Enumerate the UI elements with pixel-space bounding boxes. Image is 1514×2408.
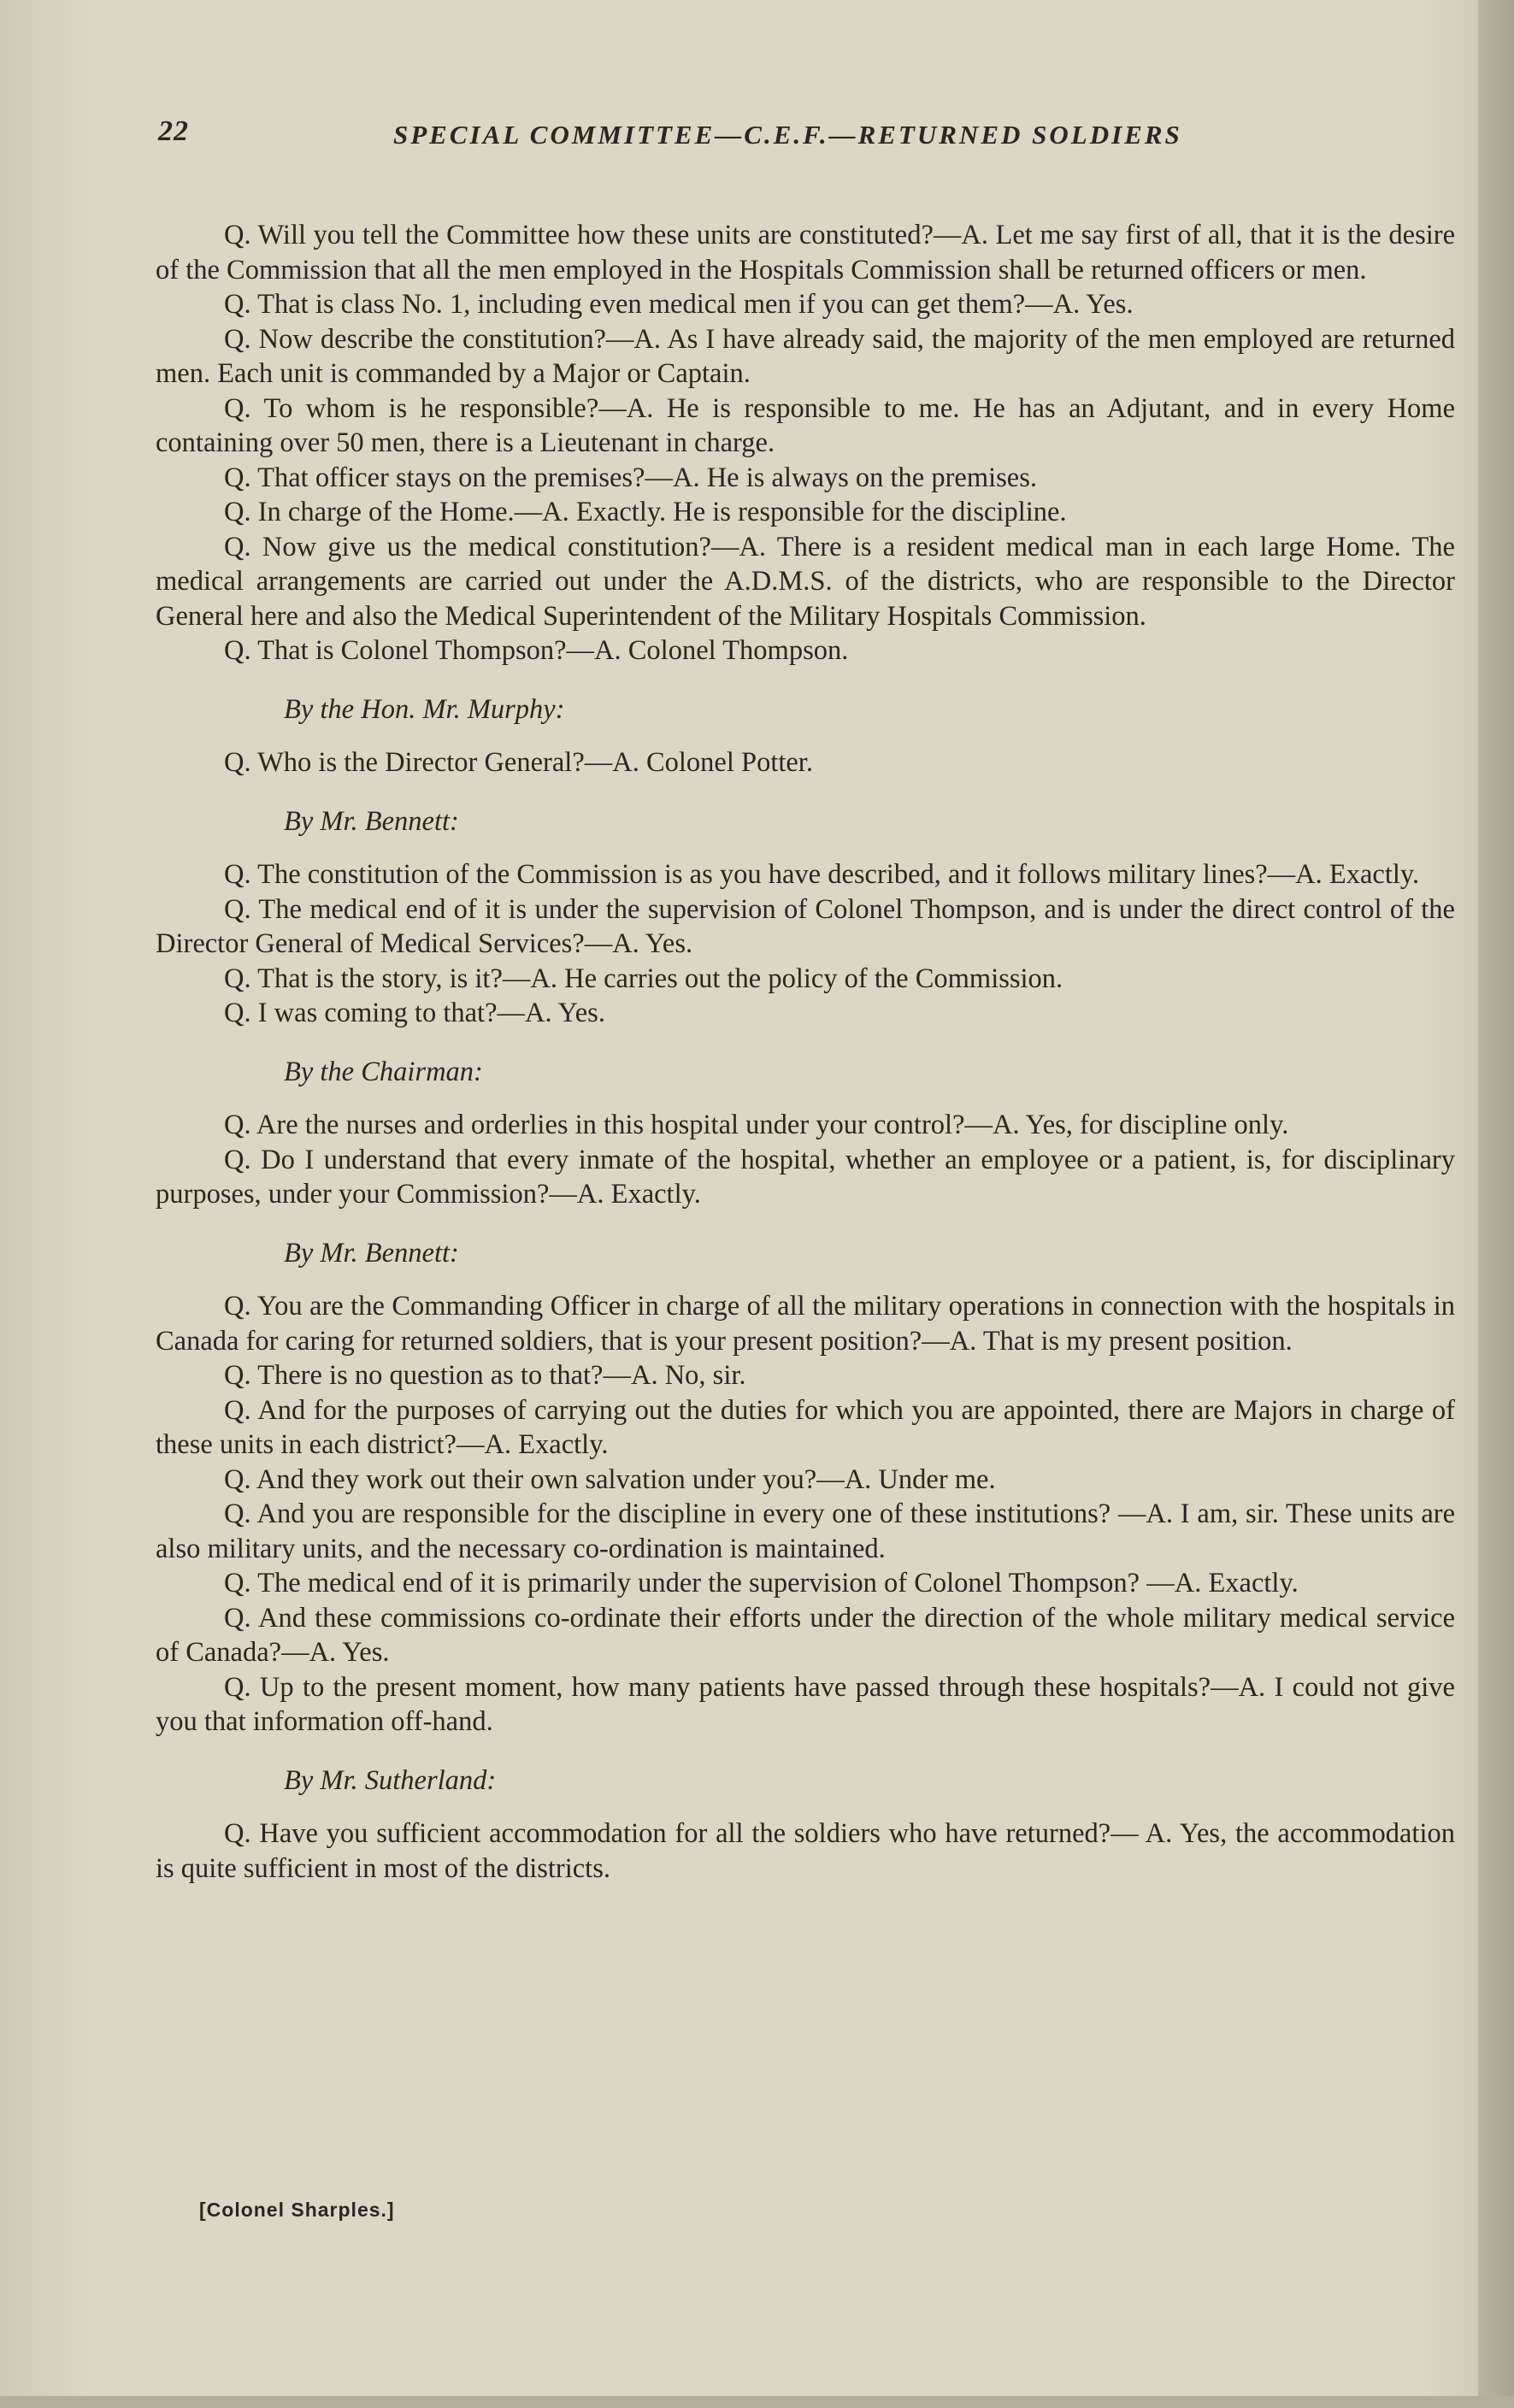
qa-paragraph: Q. Who is the Director General?—A. Colonel Potter. [224,747,813,778]
qa-paragraph: Q. In charge of the Home.—A. Exactly. He is responsible for the discipline. [224,497,1067,527]
qa-paragraph: Q. Up to the present moment, how many patients have passed through these hospitals?—A. I could not give you that information off-hand. [156,1671,1455,1737]
qa-paragraph: Q. The medical end of it is primarily under the supervision of Colonel Thompson? —A. Exactly. [224,1568,1299,1598]
speaker-heading: By Mr. Sutherland: [284,1764,497,1796]
footer-note: [Colonel Sharples.] [199,2199,395,2221]
qa-paragraph: Q. That is the story, is it?—A. He carries out the policy of the Commission. [224,963,1063,994]
qa-paragraph: Q. And for the purposes of carrying out the duties for which you are appointed, there are Majors in charge of these units in each district?—A. Exactly. [156,1394,1455,1460]
page-edge [1478,0,1514,2408]
qa-paragraph: Q. I was coming to that?—A. Yes. [224,998,605,1028]
page-header [158,115,1227,167]
qa-paragraph: Q. Will you tell the Committee how these units are constituted?—A. Let me say first of all, that it is the desire of the Commission that all the men employed in the Hospitals Commission shall be returned officers or men. [156,220,1455,286]
qa-paragraph: Q. You are the Commanding Officer in charge of all the military operations in connection with the hospitals in Canada for caring for returned soldiers, that is your present position?—A. That is my present position. [156,1291,1455,1357]
qa-paragraph: Q. That officer stays on the premises?—A. He is always on the premises. [224,462,1038,493]
running-head: SPECIAL COMMITTEE—C.E.F.—RETURNED SOLDIERS [393,120,1182,150]
qa-paragraph: Q. Are the nurses and orderlies in this hospital under your control?—A. Yes, for discipline only. [224,1110,1289,1140]
qa-paragraph: Q. And these commissions co-ordinate their efforts under the direction of the whole military medical service of Canada?—A. Yes. [156,1602,1455,1668]
page-number: 22 [158,115,189,147]
speaker-heading: By the Chairman: [284,1056,483,1087]
qa-paragraph: Q. Do I understand that every inmate of the hospital, whether an employee or a patient, is, for disciplinary purposes, under your Commission?—A. Exactly. [156,1144,1455,1210]
speaker-heading: By the Hon. Mr. Murphy: [284,693,565,725]
qa-paragraph: Q. Now give us the medical constitution?—A. There is a resident medical man in each large Home. The medical arrangements are carried out under the A.D.M.S. of the districts, who are responsible to the Director General here and also the Medical Superintendent of the Military Hospitals Commission. [156,531,1455,632]
qa-paragraph: Q. Have you sufficient accommodation for all the soldiers who have returned?— A. Yes, the accommodation is quite sufficient in most of the districts. [156,1818,1455,1884]
page-edge-bottom [0,2396,1514,2408]
speaker-heading: By Mr. Bennett: [284,805,459,837]
qa-paragraph: Q. That is Colonel Thompson?—A. Colonel Thompson. [224,635,849,666]
qa-paragraph: Q. And you are responsible for the discipline in every one of these institutions? —A. I am, sir. These units are also military units, and the necessary co-ordination is maintained. [156,1498,1455,1564]
speaker-heading: By Mr. Bennett: [284,1237,459,1269]
qa-paragraph: Q. To whom is he responsible?—A. He is responsible to me. He has an Adjutant, and in every Home containing over 50 men, there is a Lieutenant in charge. [156,392,1455,458]
qa-paragraph: Q. And they work out their own salvation under you?—A. Under me. [224,1463,996,1495]
qa-paragraph: Q. Now describe the constitution?—A. As I have already said, the majority of the men employed are returned men. Each unit is commanded by a Major or Captain. [156,323,1455,389]
transcript-body [156,218,1455,1886]
qa-paragraph: Q. The medical end of it is under the supervision of Colonel Thompson, and is under the direct control of the Director General of Medical Services?—A. Yes. [156,893,1455,959]
qa-paragraph: Q. There is no question as to that?—A. No, sir. [224,1360,746,1391]
qa-paragraph: Q. The constitution of the Commission is as you have described, and it follows military lines?—A. Exactly. [224,859,1420,890]
qa-paragraph: Q. That is class No. 1, including even medical men if you can get them?—A. Yes. [224,289,1134,320]
